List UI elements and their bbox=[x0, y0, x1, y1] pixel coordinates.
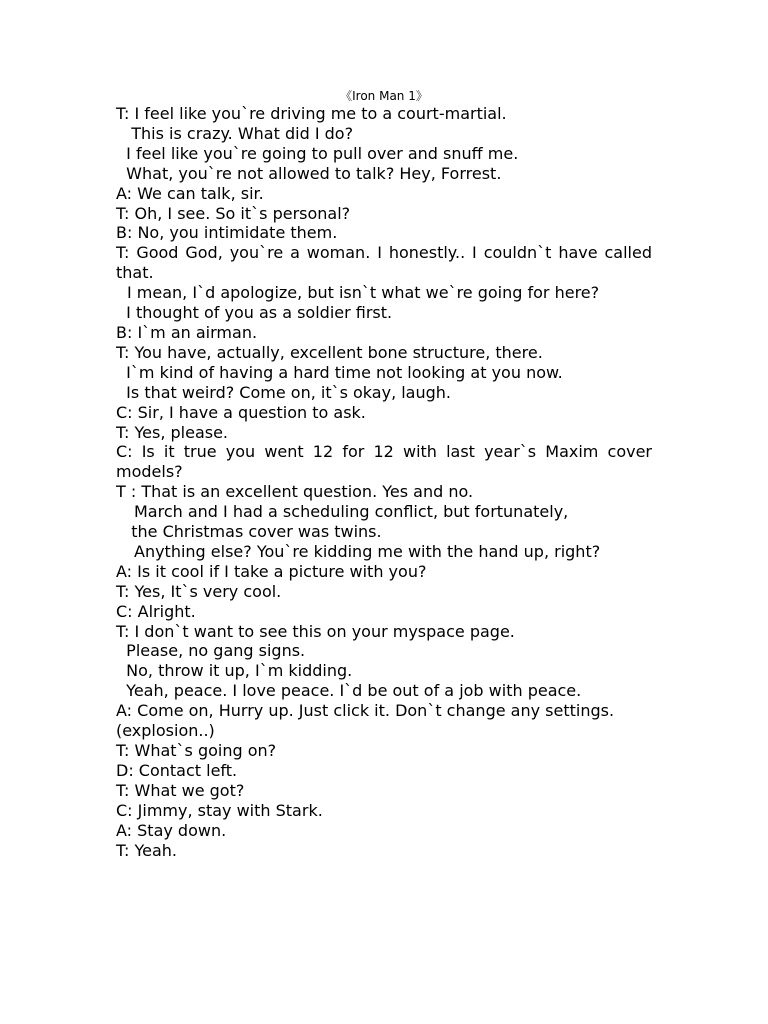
script-line: T: Good God, you`re a woman. I honestly.. I couldn`t have called that. bbox=[116, 243, 652, 283]
script-line: C: Is it true you went 12 for 12 with last year`s Maxim cover models? bbox=[116, 442, 652, 482]
script-line: B: No, you intimidate them. bbox=[116, 223, 338, 243]
script-line: C: Jimmy, stay with Stark. bbox=[116, 800, 323, 820]
script-line: I`m kind of having a hard time not looking at you now. bbox=[116, 362, 563, 382]
script-line: C: Alright. bbox=[116, 601, 196, 621]
script-line: T: Yeah. bbox=[116, 840, 178, 860]
script-line: No, throw it up, I`m kidding. bbox=[116, 661, 353, 681]
script-line: What, you`re not allowed to talk? Hey, Forrest. bbox=[116, 163, 502, 183]
script-line: T: Yes, It`s very cool. bbox=[116, 581, 282, 601]
script-line: Anything else? You`re kidding me with the hand up, right? bbox=[134, 541, 601, 561]
script-line: C: Sir, I have a question to ask. bbox=[116, 402, 366, 422]
script-line: March and I had a scheduling conflict, but fortunately, bbox=[134, 502, 569, 522]
script-line: T: Yes, please. bbox=[116, 422, 229, 442]
script-line: A: We can talk, sir. bbox=[116, 183, 264, 203]
script-line: Is that weird? Come on, it`s okay, laugh. bbox=[116, 382, 452, 402]
script-line: T: I don`t want to see this on your myspace page. bbox=[116, 621, 515, 641]
script-line: D: Contact left. bbox=[116, 760, 238, 780]
document-title: 《Iron Man 1》 bbox=[340, 89, 428, 103]
script-line: This is crazy. What did I do? bbox=[116, 123, 354, 143]
script-line: B: I`m an airman. bbox=[116, 322, 258, 342]
script-line: T: Oh, I see. So it`s personal? bbox=[116, 203, 351, 223]
script-line: Yeah, peace. I love peace. I`d be out of a job with peace. bbox=[116, 681, 582, 701]
script-line: T: What we got? bbox=[116, 780, 245, 800]
script-line: T : That is an excellent question. Yes and no. bbox=[116, 482, 474, 502]
script-line: T: I feel like you`re driving me to a court-martial. bbox=[116, 104, 507, 123]
script-line: I thought of you as a soldier first. bbox=[116, 303, 393, 323]
script-line: T: You have, actually, excellent bone structure, there. bbox=[116, 342, 543, 362]
script-line: T: What`s going on? bbox=[116, 741, 277, 760]
script-line: the Christmas cover was twins. bbox=[116, 522, 382, 542]
script-line: (explosion..) bbox=[116, 721, 215, 741]
script-line: A: Is it cool if I take a picture with you? bbox=[116, 561, 427, 581]
script-line: A: Stay down. bbox=[116, 820, 227, 840]
script-line: I feel like you`re going to pull over and snuff me. bbox=[116, 143, 519, 163]
script-line: I mean, I`d apologize, but isn`t what we`re going for here? bbox=[127, 283, 600, 303]
script-line: Please, no gang signs. bbox=[116, 641, 306, 661]
script-line: A: Come on, Hurry up. Just click it. Don`t change any settings. bbox=[116, 701, 615, 721]
script-text bbox=[116, 104, 652, 860]
